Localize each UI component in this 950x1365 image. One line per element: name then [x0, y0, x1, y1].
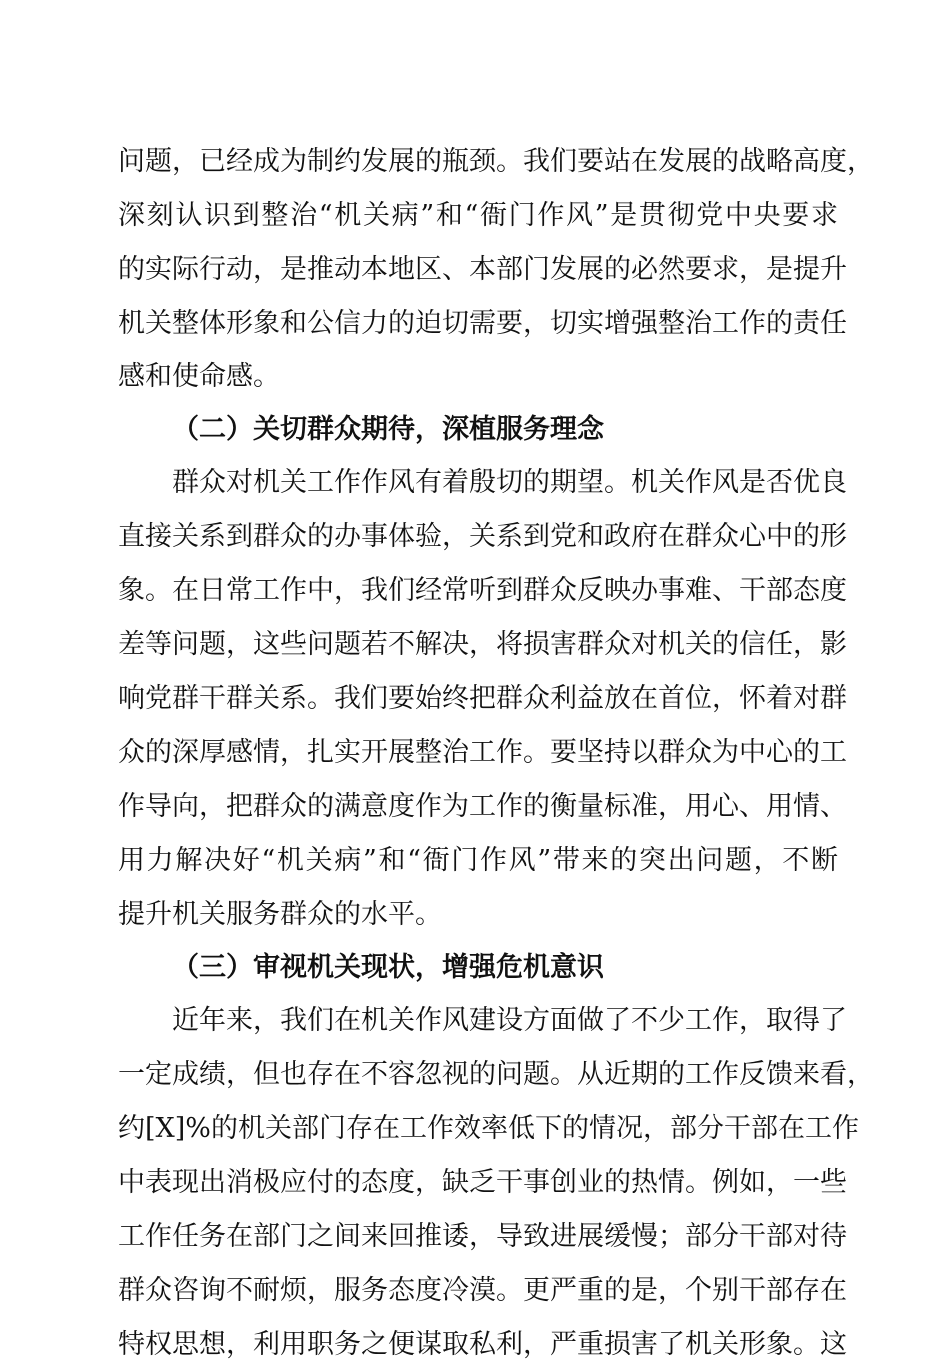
paragraph-2-line-4: 差等问题，这些问题若不解决，将损害群众对机关的信任，影 [118, 629, 847, 660]
section-heading-2: （二）关切群众期待，深植服务理念 [172, 414, 604, 445]
paragraph-2-line-8: 用力解决好“机关病”和“衙门作风”带来的突出问题，不断 [118, 845, 838, 876]
section-heading-3: （三）审视机关现状，增强危机意识 [172, 952, 604, 983]
paragraph-1-line-4: 机关整体形象和公信力的迫切需要，切实增强整治工作的责任 [118, 308, 847, 339]
paragraph-2-line-7: 作导向，把群众的满意度作为工作的衡量标准，用心、用情、 [118, 791, 847, 822]
paragraph-2-line-1: 群众对机关工作作风有着殷切的期望。机关作风是否优良 [172, 467, 847, 498]
paragraph-2-line-5: 响党群干群关系。我们要始终把群众利益放在首位，怀着对群 [118, 683, 847, 714]
paragraph-3-line-6: 群众咨询不耐烦，服务态度冷漠。更严重的是，个别干部存在 [118, 1275, 847, 1306]
paragraph-3-line-4: 中表现出消极应付的态度，缺乏干事创业的热情。例如，一些 [118, 1167, 847, 1198]
paragraph-3-line-5: 工作任务在部门之间来回推诿，导致进展缓慢；部分干部对待 [118, 1221, 847, 1252]
paragraph-1-line-1: 问题，已经成为制约发展的瓶颈。我们要站在发展的战略高度， [118, 146, 874, 177]
paragraph-3-line-7: 特权思想，利用职务之便谋取私利，严重损害了机关形象。这 [118, 1329, 847, 1360]
paragraph-2-line-3: 象。在日常工作中，我们经常听到群众反映办事难、干部态度 [118, 575, 847, 606]
paragraph-3-line-2: 一定成绩，但也存在不容忽视的问题。从近期的工作反馈来看， [118, 1059, 874, 1090]
paragraph-2-line-6: 众的深厚感情，扎实开展整治工作。要坚持以群众为中心的工 [118, 737, 847, 768]
paragraph-2-line-9: 提升机关服务群众的水平。 [118, 899, 442, 930]
paragraph-1-line-2: 深刻认识到整治“机关病”和“衙门作风”是贯彻党中央要求 [118, 200, 838, 231]
paragraph-3-line-1: 近年来，我们在机关作风建设方面做了不少工作，取得了 [172, 1005, 847, 1036]
paragraph-3-line-3: 约[X]%的机关部门存在工作效率低下的情况，部分干部在工作 [118, 1113, 859, 1144]
paragraph-2-line-2: 直接关系到群众的办事体验，关系到党和政府在群众心中的形 [118, 521, 847, 552]
paragraph-1-line-5: 感和使命感。 [118, 361, 280, 392]
paragraph-1-line-3: 的实际行动，是推动本地区、本部门发展的必然要求，是提升 [118, 254, 847, 285]
